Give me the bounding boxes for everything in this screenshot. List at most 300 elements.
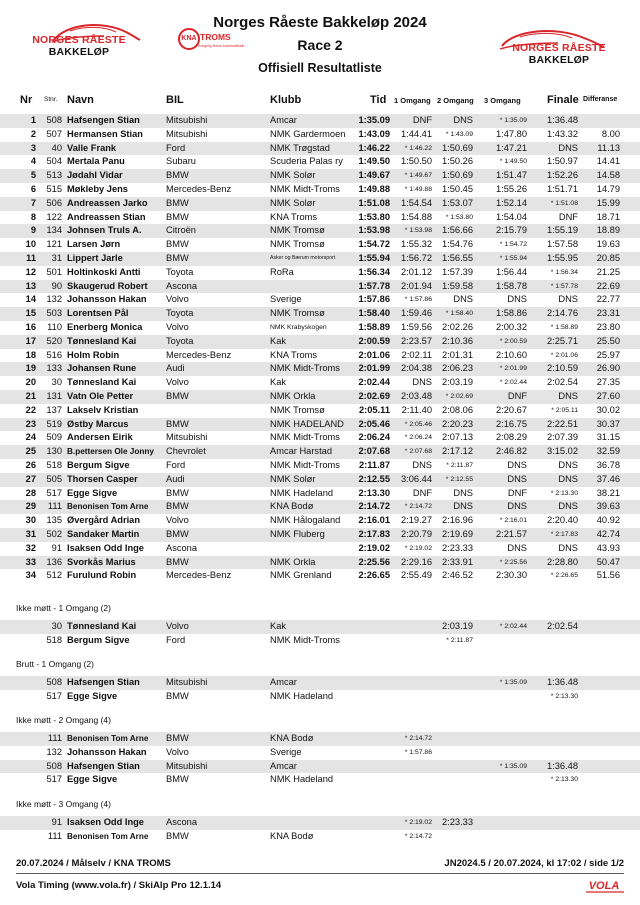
car-cell: BMW xyxy=(166,239,189,250)
heat-time-cell: 2:33.91 xyxy=(441,556,473,567)
rank-cell: 23 xyxy=(25,418,36,429)
start-number-cell: 508 xyxy=(46,760,62,771)
section-row xyxy=(0,690,640,704)
heat-time-cell: DNS xyxy=(412,459,432,470)
difference-cell: 23.80 xyxy=(596,321,620,332)
club-cell: NMK Tromsø xyxy=(270,225,325,236)
heat-time-cell: DNS xyxy=(453,487,473,498)
start-number-cell: 91 xyxy=(51,542,62,553)
result-row xyxy=(0,418,640,432)
rank-cell: 26 xyxy=(25,459,36,470)
rank-cell: 3 xyxy=(30,142,36,153)
result-row xyxy=(0,335,640,349)
car-cell: BMW xyxy=(166,501,189,512)
section-row xyxy=(0,732,640,746)
vola-logo-text: VOLA xyxy=(588,880,620,892)
rank-cell: 15 xyxy=(25,308,36,319)
result-row xyxy=(0,183,640,197)
start-number-cell: 111 xyxy=(47,501,62,512)
section-label: Ikke møtt - 3 Omgang (4) xyxy=(16,799,111,809)
club-cell: NMK Trøgstad xyxy=(270,142,330,153)
heat-time-cell: 1:59.56 xyxy=(400,321,432,332)
finale-time-cell: 2:25.71 xyxy=(546,335,578,346)
start-number-cell: 40 xyxy=(51,142,62,153)
start-number-cell: 520 xyxy=(46,335,62,346)
best-time-cell: 2:01.99 xyxy=(358,363,390,374)
heat-time-cell: 1:54.88 xyxy=(400,211,432,222)
rank-cell: 8 xyxy=(30,211,36,222)
header-tid: Tid xyxy=(370,94,387,106)
heat-time-cell: * 2:25.56 xyxy=(499,558,527,566)
heat-time-cell: 2:02.26 xyxy=(441,321,473,332)
club-cell: NMK Midt-Troms xyxy=(270,363,340,374)
heat-time-cell: 1:47.80 xyxy=(495,128,527,139)
result-row xyxy=(0,114,640,128)
car-cell: Ascona xyxy=(166,542,198,553)
start-number-cell: 515 xyxy=(46,183,62,194)
section-rows xyxy=(0,732,640,787)
club-cell: Kak xyxy=(270,621,287,631)
club-cell: Sverige xyxy=(270,746,302,757)
car-cell: BMW xyxy=(166,733,189,743)
footer-software: Vola Timing (www.vola.fr) / SkiAlp Pro 12.1.14 xyxy=(16,880,222,891)
heat-time-cell: DNF xyxy=(412,487,432,498)
driver-name-cell: Johnsen Truls A. xyxy=(67,225,142,236)
heat-time-cell: 1:50.45 xyxy=(441,183,473,194)
finale-time-cell: * 2:26.65 xyxy=(550,572,578,580)
car-cell: Chevrolet xyxy=(166,446,206,457)
header-nr: Nr xyxy=(20,94,33,106)
finale-time-cell: 1:51.71 xyxy=(546,183,578,194)
club-cell: NMK Hadeland xyxy=(270,690,334,701)
difference-cell: 14.58 xyxy=(596,170,620,181)
rank-cell: 29 xyxy=(25,501,36,512)
heat-time-cell: 2:15.79 xyxy=(495,225,527,236)
best-time-cell: 2:26.65 xyxy=(358,570,390,581)
result-row xyxy=(0,514,640,528)
driver-name-cell: Johansson Hakan xyxy=(67,746,147,757)
difference-cell: 50.47 xyxy=(596,556,620,567)
difference-cell: 40.92 xyxy=(596,515,620,526)
start-number-cell: 512 xyxy=(46,570,62,581)
heat-time-cell: * 1:57.86 xyxy=(404,296,432,304)
heat-time-cell: 2:01.12 xyxy=(400,266,432,277)
heat-time-cell: 1:56.72 xyxy=(400,252,432,263)
driver-name-cell: Øvergård Adrian xyxy=(67,515,141,526)
best-time-cell: 2:01.06 xyxy=(358,349,390,360)
heat-time-cell: 3:06.44 xyxy=(400,473,432,484)
club-cell: NMK Midt-Troms xyxy=(270,459,340,470)
heat-time-cell: * 2:11.87 xyxy=(446,636,473,644)
difference-cell: 51.56 xyxy=(596,570,620,581)
rank-cell: 34 xyxy=(25,570,36,581)
heat-time-cell: DNF xyxy=(507,390,527,401)
club-cell: NMK Solør xyxy=(270,473,316,484)
club-cell: NMK Orkla xyxy=(270,390,316,401)
start-number-cell: 30 xyxy=(51,621,62,631)
heat-time-cell: DNS xyxy=(507,294,527,305)
start-number-cell: 517 xyxy=(46,487,62,498)
result-row xyxy=(0,556,640,570)
difference-cell: 8.00 xyxy=(601,128,620,139)
heat-time-cell: * 2:00.59 xyxy=(499,337,527,345)
footer-info xyxy=(16,858,624,869)
heat-time-cell: 1:56.44 xyxy=(495,266,527,277)
start-number-cell: 516 xyxy=(46,349,62,360)
club-cell: Kak xyxy=(270,335,287,346)
heat-time-cell: 1:59.58 xyxy=(441,280,473,291)
car-cell: Mercedes-Benz xyxy=(166,349,232,360)
section-rows xyxy=(0,620,640,648)
heat-time-cell: * 2:11.87 xyxy=(446,461,473,469)
heat-time-cell: 1:50.69 xyxy=(441,170,473,181)
heat-time-cell: 2:01.31 xyxy=(441,349,473,360)
difference-cell: 30.02 xyxy=(596,404,620,415)
start-number-cell: 122 xyxy=(46,211,62,222)
heat-time-cell: * 1:57.86 xyxy=(404,748,432,756)
heat-time-cell: 1:58.78 xyxy=(495,280,527,291)
heat-time-cell: DNS xyxy=(507,473,527,484)
difference-cell: 30.37 xyxy=(596,418,620,429)
club-cell: Asker og Bærum motorsport xyxy=(270,254,336,261)
result-row xyxy=(0,321,640,335)
heat-time-cell: * 1:58.40 xyxy=(445,310,473,318)
club-cell: NMK Tromsø xyxy=(270,239,325,250)
club-cell: NMK Hadeland xyxy=(270,487,334,498)
car-cell: Volvo xyxy=(166,621,189,631)
heat-time-cell: * 2:14.72 xyxy=(404,832,432,840)
rank-cell: 9 xyxy=(30,225,36,236)
start-number-cell: 518 xyxy=(46,634,62,645)
finale-time-cell: * 2:01.06 xyxy=(550,351,578,359)
driver-name-cell: Lorentsen Pål xyxy=(67,308,129,319)
heat-time-cell: 2:19.69 xyxy=(441,528,473,539)
rank-cell: 19 xyxy=(25,363,36,374)
heat-time-cell: 2:16.96 xyxy=(441,515,473,526)
car-cell: Volvo xyxy=(166,515,189,526)
heat-time-cell: * 2:02.44 xyxy=(499,623,527,630)
heat-time-cell: 1:57.39 xyxy=(441,266,473,277)
best-time-cell: 1:58.89 xyxy=(358,321,390,332)
heat-time-cell: * 2:16.01 xyxy=(499,517,527,525)
heat-time-cell: 1:52.14 xyxy=(495,197,527,208)
start-number-cell: 134 xyxy=(46,225,62,236)
section-row xyxy=(0,634,640,648)
finale-time-cell: 1:36.48 xyxy=(546,115,578,125)
driver-name-cell: Holm Robin xyxy=(67,349,120,360)
header-startnr: Stnr. xyxy=(44,96,58,103)
club-cell: NMK Midt-Troms xyxy=(270,183,340,194)
best-time-cell: 1:57.86 xyxy=(358,294,390,305)
difference-cell: 25.50 xyxy=(596,335,620,346)
heat-time-cell: 2:46.82 xyxy=(495,446,527,457)
result-row xyxy=(0,473,640,487)
result-row xyxy=(0,445,640,459)
heat-time-cell: 1:58.86 xyxy=(495,308,527,319)
finale-time-cell: DNS xyxy=(558,473,578,484)
finale-time-cell: * 2:13.30 xyxy=(550,776,578,784)
heat-time-cell: 2:06.23 xyxy=(441,363,473,374)
rank-cell: 10 xyxy=(25,239,36,250)
driver-name-cell: Andreassen Stian xyxy=(67,211,146,222)
heat-time-cell: DNF xyxy=(507,487,527,498)
nrb-logo-right xyxy=(484,22,634,68)
difference-cell: 18.71 xyxy=(596,211,620,222)
nrb-logo-left xyxy=(4,14,154,60)
header-differanse: Differanse xyxy=(583,96,618,103)
heat-time-cell: 2:11.40 xyxy=(401,404,432,415)
best-time-cell: 1:49.50 xyxy=(358,156,390,167)
heat-time-cell: 2:55.49 xyxy=(400,570,432,581)
finale-time-cell: * 2:05.11 xyxy=(551,406,578,414)
driver-name-cell: Hafsengen Stian xyxy=(67,760,140,771)
start-number-cell: 517 xyxy=(46,774,62,785)
result-row xyxy=(0,238,640,252)
result-row xyxy=(0,197,640,211)
result-row xyxy=(0,542,640,556)
driver-name-cell: Tønnesland Kai xyxy=(67,621,137,631)
driver-name-cell: Østby Marcus xyxy=(67,418,129,429)
car-cell: Mitsubishi xyxy=(166,432,208,443)
driver-name-cell: Benonisen Tom Arne xyxy=(67,502,149,512)
car-cell: Ford xyxy=(166,459,186,470)
section-label: Ikke møtt - 2 Omgang (4) xyxy=(16,715,111,725)
car-cell: Volvo xyxy=(166,294,189,305)
driver-name-cell: B.pettersen Ole Jonny xyxy=(67,447,154,457)
rank-cell: 27 xyxy=(25,473,36,484)
heat-time-cell: 1:54.54 xyxy=(400,197,432,208)
start-number-cell: 90 xyxy=(51,280,62,291)
logo-left-red-text: NORGES RÅESTE xyxy=(32,34,126,46)
finale-time-cell: 2:02.54 xyxy=(546,621,578,631)
car-cell: BMW xyxy=(166,487,189,498)
finale-time-cell: * 1:56.34 xyxy=(550,268,578,276)
best-time-cell: 1:53.80 xyxy=(358,211,390,222)
car-cell: BMW xyxy=(166,774,189,785)
kna-subtitle: Kongelig Norsk Automobilklub xyxy=(198,44,245,48)
car-cell: Mitsubishi xyxy=(166,677,208,687)
driver-name-cell: Larsen Jørn xyxy=(67,239,121,250)
heat-time-cell: * 2:06.24 xyxy=(404,434,432,442)
heat-time-cell: 1:56.55 xyxy=(441,252,473,263)
start-number-cell: 91 xyxy=(51,817,62,827)
heat-time-cell: * 2:02.44 xyxy=(499,379,527,387)
car-cell: BMW xyxy=(166,252,189,263)
difference-cell: 27.60 xyxy=(596,390,620,401)
result-row xyxy=(0,431,640,445)
driver-name-cell: Bergum Sigve xyxy=(67,634,130,645)
result-row xyxy=(0,459,640,473)
footer-divider xyxy=(16,873,624,874)
club-cell: Amcar Harstad xyxy=(270,446,332,457)
heat-time-cell: 2:04.38 xyxy=(400,363,432,374)
start-number-cell: 136 xyxy=(46,556,62,567)
car-cell: Mitsubishi xyxy=(166,115,208,125)
result-row xyxy=(0,528,640,542)
footer-left: 20.07.2024 / Målselv / KNA TROMS xyxy=(16,858,171,869)
heat-time-cell: 1:56.66 xyxy=(441,225,473,236)
heat-time-cell: 2:10.36 xyxy=(441,335,473,346)
heat-time-cell: DNS xyxy=(453,115,473,125)
club-cell: NMK Midt-Troms xyxy=(270,432,340,443)
car-cell: Volvo xyxy=(166,321,189,332)
start-number-cell: 507 xyxy=(46,128,62,139)
heat-time-cell: 2:10.60 xyxy=(495,349,527,360)
best-time-cell: 2:16.01 xyxy=(358,515,390,526)
club-cell: NMK Orkla xyxy=(270,556,316,567)
finale-time-cell: * 1:58.89 xyxy=(550,323,578,331)
heat-time-cell: 2:00.32 xyxy=(495,321,527,332)
heat-time-cell: 1:59.46 xyxy=(400,308,432,319)
logo-right-red-text: NORGES RÅESTE xyxy=(512,42,606,54)
car-cell: Ascona xyxy=(166,280,198,291)
rank-cell: 21 xyxy=(25,390,36,401)
heat-time-cell: * 1:53.80 xyxy=(445,213,473,221)
difference-cell: 23.31 xyxy=(596,308,620,319)
finale-time-cell: * 1:51.08 xyxy=(550,199,578,207)
driver-name-cell: Jødahl Vidar xyxy=(67,170,123,181)
difference-cell: 32.59 xyxy=(596,446,620,457)
difference-cell: 26.90 xyxy=(596,363,620,374)
car-cell: Toyota xyxy=(166,266,194,277)
car-cell: Audi xyxy=(166,473,185,484)
heat-time-cell: * 2:14.72 xyxy=(404,503,432,511)
rank-cell: 5 xyxy=(30,170,36,181)
driver-name-cell: Vatn Ole Petter xyxy=(67,390,134,401)
finale-time-cell: 1:55.95 xyxy=(546,252,578,263)
club-cell: NMK Grenland xyxy=(270,570,332,581)
logo-left-black-text: BAKKELØP xyxy=(48,46,110,58)
heat-time-cell: 1:54.04 xyxy=(495,211,527,222)
heat-time-cell: DNS xyxy=(453,501,473,512)
driver-name-cell: Egge Sigve xyxy=(67,690,118,701)
finale-time-cell: 2:02.54 xyxy=(546,377,578,388)
driver-name-cell: Tønnesland Kai xyxy=(67,377,137,388)
club-cell: NMK Tromsø xyxy=(270,404,325,415)
best-time-cell: 2:05.46 xyxy=(358,418,390,429)
car-cell: Toyota xyxy=(166,308,194,319)
start-number-cell: 30 xyxy=(51,377,62,388)
driver-name-cell: Johansen Rune xyxy=(67,363,137,374)
heat-time-cell: * 1:35.09 xyxy=(499,762,527,770)
start-number-cell: 504 xyxy=(46,156,62,167)
finale-time-cell: 3:15.02 xyxy=(546,446,578,457)
header-omgang-1: 1 Omgang xyxy=(394,96,431,105)
rank-cell: 6 xyxy=(30,183,36,194)
heat-time-cell: 2:16.75 xyxy=(495,418,527,429)
rank-cell: 28 xyxy=(25,487,36,498)
start-number-cell: 130 xyxy=(46,446,62,457)
header-bil: BIL xyxy=(166,94,184,106)
start-number-cell: 111 xyxy=(47,733,62,743)
difference-cell: 39.63 xyxy=(596,501,620,512)
start-number-cell: 517 xyxy=(46,690,62,701)
best-time-cell: 1:43.09 xyxy=(358,128,390,139)
driver-name-cell: Egge Sigve xyxy=(67,774,118,785)
club-cell: NMK Gardermoen xyxy=(270,128,346,139)
result-row xyxy=(0,376,640,390)
finale-time-cell: 2:22.51 xyxy=(546,418,578,429)
heat-time-cell: 2:08.06 xyxy=(441,404,473,415)
results-table xyxy=(0,114,640,583)
club-cell: Scuderia Palas ry xyxy=(270,156,343,167)
header-finale: Finale xyxy=(547,94,579,106)
result-row xyxy=(0,155,640,169)
footer-right: JN2024.5 / 20.07.2024, kl 17:02 / side 1/2 xyxy=(444,858,624,869)
difference-cell: 11.13 xyxy=(597,142,620,153)
heat-time-cell: 2:01.94 xyxy=(400,280,432,291)
result-row xyxy=(0,487,640,501)
car-cell: BMW xyxy=(166,418,189,429)
club-cell: NMK Solør xyxy=(270,170,316,181)
heat-time-cell: 2:29.16 xyxy=(400,556,432,567)
heat-time-cell: 2:07.13 xyxy=(441,432,473,443)
difference-cell: 22.77 xyxy=(596,294,620,305)
result-row xyxy=(0,224,640,238)
rank-cell: 7 xyxy=(30,197,36,208)
start-number-cell: 31 xyxy=(51,252,62,263)
finale-time-cell: 1:55.19 xyxy=(546,225,578,236)
club-cell: KNA Troms xyxy=(270,349,318,360)
car-cell: Mitsubishi xyxy=(166,760,208,771)
heat-time-cell: 2:23.33 xyxy=(441,817,473,827)
driver-name-cell: Møkleby Jens xyxy=(67,183,128,194)
section-label: Ikke møtt - 1 Omgang (2) xyxy=(16,603,111,613)
result-row xyxy=(0,569,640,583)
header-omgang-3: 3 Omgang xyxy=(484,96,521,105)
heat-time-cell: 1:47.21 xyxy=(495,142,527,153)
difference-cell: 21.25 xyxy=(596,266,620,277)
car-cell: BMW xyxy=(166,556,189,567)
best-time-cell: 2:00.59 xyxy=(358,335,390,346)
car-cell: Volvo xyxy=(166,746,189,757)
start-number-cell: 513 xyxy=(46,170,62,181)
rank-cell: 17 xyxy=(25,335,36,346)
start-number-cell: 131 xyxy=(46,390,62,401)
car-cell: BMW xyxy=(166,690,189,701)
finale-time-cell: DNS xyxy=(558,142,578,153)
heat-time-cell: * 2:14.72 xyxy=(404,735,432,742)
finale-time-cell: 1:50.97 xyxy=(546,156,578,167)
heat-time-cell: * 1:35.09 xyxy=(499,117,527,124)
club-cell: Amcar xyxy=(270,760,297,771)
heat-time-cell: 2:30.30 xyxy=(495,570,527,581)
finale-time-cell: 1:36.48 xyxy=(546,760,578,771)
finale-time-cell: 1:43.32 xyxy=(546,128,578,139)
heat-time-cell: * 2:12.55 xyxy=(445,475,473,483)
finale-time-cell: DNS xyxy=(558,294,578,305)
best-time-cell: 2:06.24 xyxy=(358,432,390,443)
heat-time-cell: 2:23.57 xyxy=(400,335,432,346)
logo-right-black-text: BAKKELØP xyxy=(528,54,590,66)
result-row xyxy=(0,128,640,142)
difference-cell: 19.63 xyxy=(596,239,620,250)
start-number-cell: 111 xyxy=(47,830,62,841)
start-number-cell: 137 xyxy=(46,404,62,415)
heat-time-cell: * 1:43.09 xyxy=(445,130,473,138)
finale-time-cell: * 1:57.78 xyxy=(550,282,578,290)
section-row xyxy=(0,773,640,787)
vola-logo xyxy=(582,876,626,894)
heat-time-cell: 1:50.26 xyxy=(441,156,473,167)
heat-time-cell: * 1:55.94 xyxy=(499,254,527,262)
heat-time-cell: 2:08.29 xyxy=(495,432,527,443)
heat-time-cell: * 2:19.02 xyxy=(404,819,432,826)
heat-time-cell: * 2:02.69 xyxy=(445,392,473,400)
driver-name-cell: Benonisen Tom Arne xyxy=(67,831,149,841)
club-cell: NMK Krabyskogen xyxy=(270,323,327,331)
best-time-cell: 2:12.55 xyxy=(358,473,390,484)
